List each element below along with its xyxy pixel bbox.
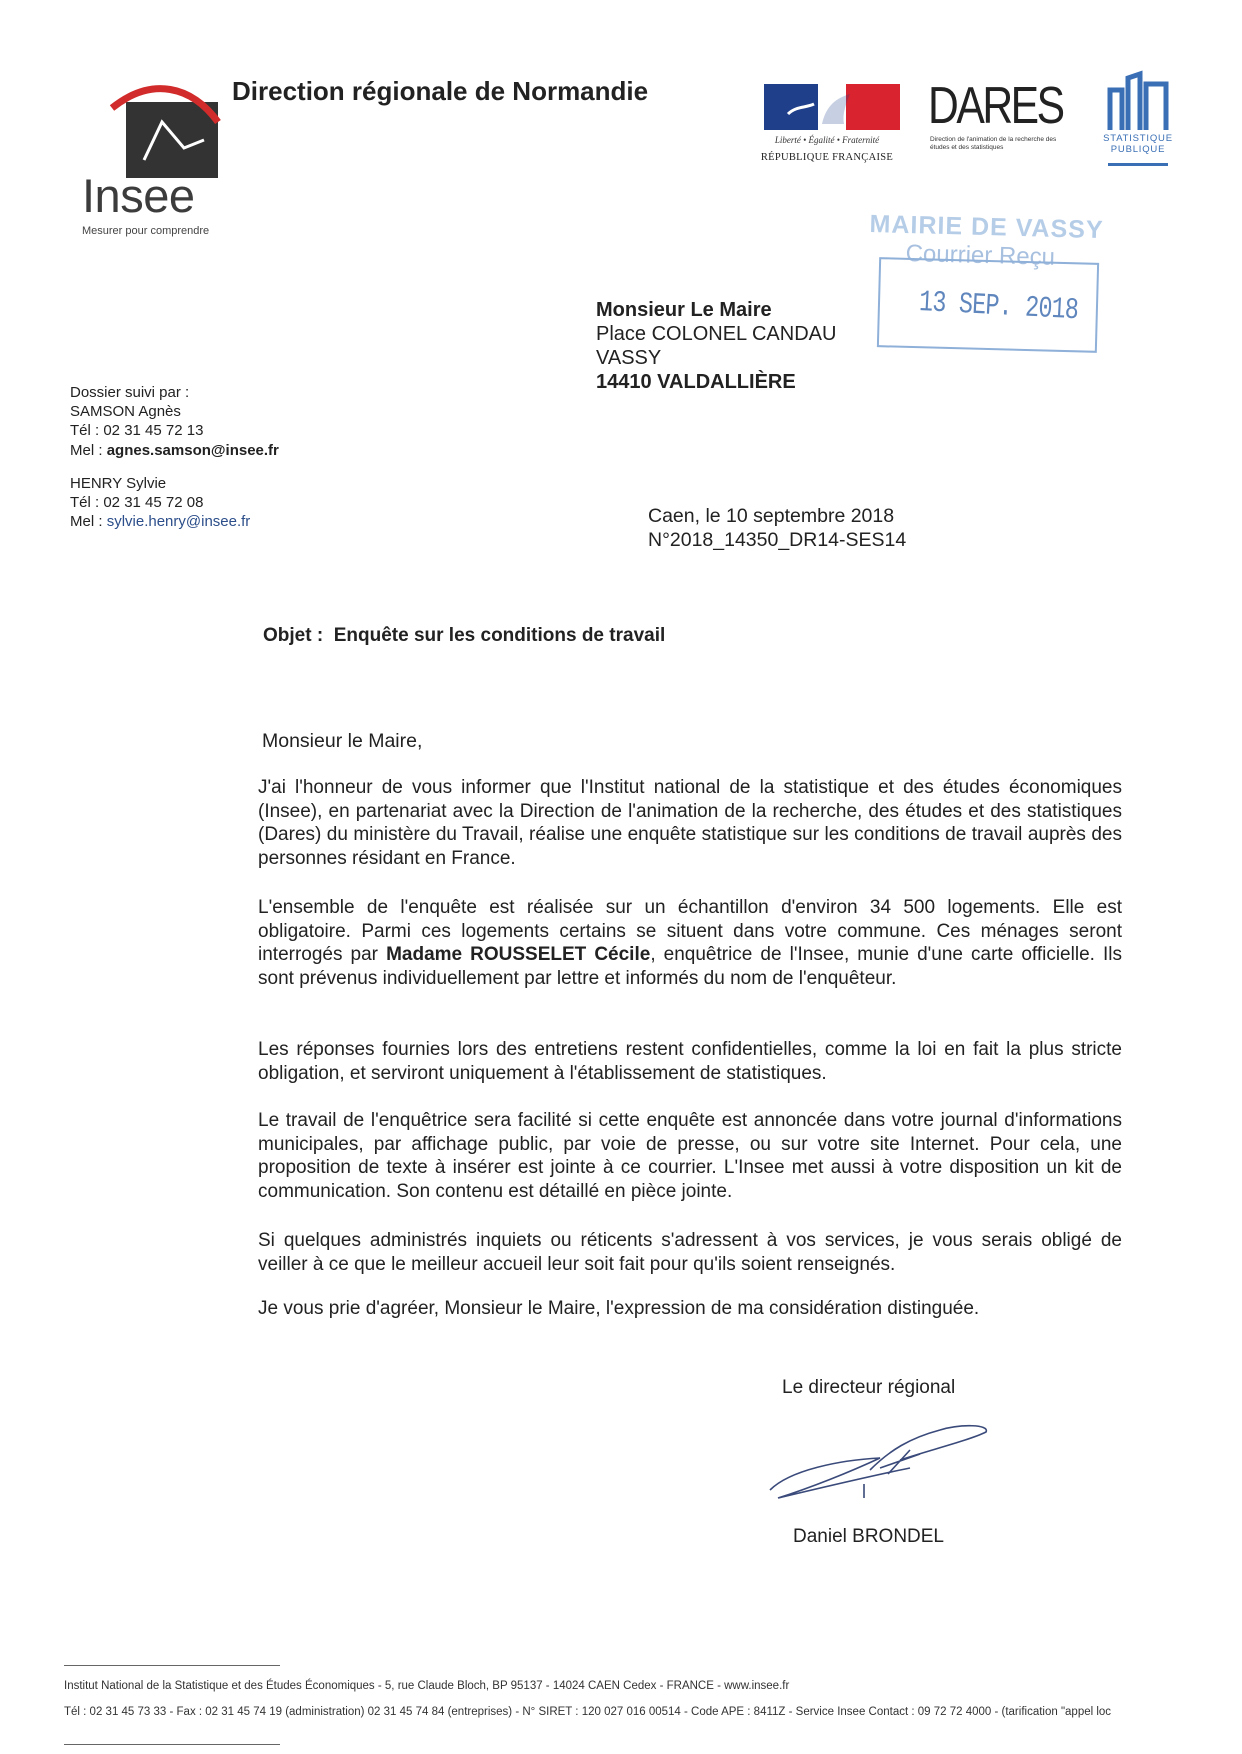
paragraph-2 xyxy=(258,896,1122,990)
closing-formula: Je vous prie d'agréer, Monsieur le Maire, l'expression de ma considération distinguée. xyxy=(258,1298,980,1319)
tel-label: Tél : xyxy=(70,422,104,440)
object-text: Enquête sur les conditions de travail xyxy=(333,625,666,646)
rf-name: RÉPUBLIQUE FRANÇAISE xyxy=(760,152,894,163)
contacts-heading: Dossier suivi par : xyxy=(70,384,190,401)
contact-1-mel xyxy=(70,441,279,460)
dares-logo: DARES xyxy=(928,77,1063,135)
statistique-publique-bar xyxy=(1108,163,1168,166)
handwritten-signature xyxy=(760,1410,1000,1510)
tel-label: Tél : xyxy=(70,494,104,512)
insee-logo-mark xyxy=(92,82,222,182)
paragraph-3: Les réponses fournies lors des entretiens restent confidentielles, comme la loi en fait la plus stricte obligation, et serviront uniquement à l'établissement de statistiques. xyxy=(258,1039,1122,1084)
insee-wordmark: Insee xyxy=(82,169,195,222)
republique-francaise-logo xyxy=(764,84,900,130)
insee-tagline: Mesurer pour comprendre xyxy=(82,225,210,237)
recipient-address xyxy=(596,298,836,394)
contact-2-mel xyxy=(70,512,279,531)
paragraph-2-part-b: , enquêtrice de l'Insee, munie d'une carte officielle. Ils sont prévenus individuellement par lettre et informés du nom de l'enquêteur. xyxy=(258,944,1122,989)
contact-1-tel xyxy=(70,421,279,440)
recipient-street: Place COLONEL CANDAU xyxy=(596,323,837,345)
paragraph-4: Le travail de l'enquêtrice sera facilité si cette enquête est annoncée dans votre journal d'informations municipales, par affichage public, par voie de presse, ou sur votre site Internet. Pour cela, une proposition de texte à insérer est jointe à ce courrier. L'Insee met aussi à votre disposition un kit de communication. Son contenu est détaillé en pièce jointe. xyxy=(258,1110,1122,1202)
date-reference-block xyxy=(648,504,906,552)
footer-contact: Tél : 02 31 45 73 33 - Fax : 02 31 45 74 19 (administration) 02 31 45 74 84 (entreprises) - N° SIRET : 120 027 016 00514 - Code APE : 8411Z - Service Insee Contact : 09 72 72 4000 - (tarification "appel loc xyxy=(64,1706,1112,1718)
salutation: Monsieur le Maire, xyxy=(262,730,423,752)
stamp-mairie: MAIRIE DE VASSY xyxy=(869,210,1104,245)
mel-label: Mel : xyxy=(70,513,107,531)
contact-2-tel-value: 02 31 45 72 08 xyxy=(103,494,204,512)
direction-title: Direction régionale de Normandie xyxy=(232,76,649,106)
statistique-publique-label xyxy=(1100,133,1176,155)
stamp-date: 13 SEP. 2018 xyxy=(918,286,1079,329)
contact-1-name: SAMSON Agnès xyxy=(70,403,181,421)
letter-object xyxy=(263,625,665,647)
signature-name: Daniel BRONDEL xyxy=(793,1526,944,1547)
rf-motto: Liberté • Égalité • Fraternité xyxy=(774,135,880,145)
recipient-postal-city: 14410 VALDALLIÈRE xyxy=(596,371,796,393)
recipient-name: Monsieur Le Maire xyxy=(596,299,772,321)
dares-subtitle: Direction de l'animation de la recherche des études et des statistiques xyxy=(930,136,1057,151)
contact-2-name: HENRY Sylvie xyxy=(70,474,167,492)
contact-2-tel xyxy=(70,493,279,512)
paragraph-5: Si quelques administrés inquiets ou réticents s'adressent à vos services, je vous serais obligé de veiller à ce que le meilleur accueil leur soit fait pour qu'ils soient renseignés. xyxy=(258,1230,1122,1275)
object-label: Objet : xyxy=(263,625,324,646)
stat-line1: STATISTIQUE xyxy=(1103,133,1173,144)
stamp-courrier-recu: Courrier Reçu xyxy=(905,240,1056,271)
paragraph-1: J'ai l'honneur de vous informer que l'Institut national de la statistique et des études économiques (Insee), en partenariat avec la Direction de l'animation de la recherche, des études et des statistiques (Dares) du ministère du Travail, réalise une enquête statistique sur les conditions de travail auprès des personnes résidant en France. xyxy=(258,777,1122,869)
letter-date: Caen, le 10 septembre 2018 xyxy=(648,505,895,527)
footer-rule-bottom xyxy=(64,1744,280,1745)
signature-title: Le directeur régional xyxy=(782,1377,956,1398)
enqueteur-name: Madame ROUSSELET Cécile xyxy=(386,944,651,966)
stat-line2: PUBLIQUE xyxy=(1110,144,1166,155)
contact-1-tel-value: 02 31 45 72 13 xyxy=(103,422,204,440)
contact-2-email[interactable]: sylvie.henry@insee.fr xyxy=(106,513,251,531)
footer-address: Institut National de la Statistique et des Études Économiques - 5, rue Claude Bloch, BP 95137 - 14024 CAEN Cedex - FRANCE - www.insee.fr xyxy=(64,1680,790,1692)
statistique-publique-logo xyxy=(1106,70,1170,132)
mel-label: Mel : xyxy=(70,441,107,459)
footer-rule-top xyxy=(64,1665,280,1666)
contacts-block xyxy=(70,383,279,531)
letter-reference: N°2018_14350_DR14-SES14 xyxy=(648,529,907,551)
recipient-locality: VASSY xyxy=(596,347,662,369)
paragraph-2-part-a: L'ensemble de l'enquête est réalisée sur un échantillon d'environ 34 500 logements. Elle est obligatoire. Parmi ces logements certains se situent dans votre commune. Ces ménages seront interrogés par xyxy=(258,897,1122,966)
contact-1-email[interactable]: agnes.samson@insee.fr xyxy=(106,441,279,459)
